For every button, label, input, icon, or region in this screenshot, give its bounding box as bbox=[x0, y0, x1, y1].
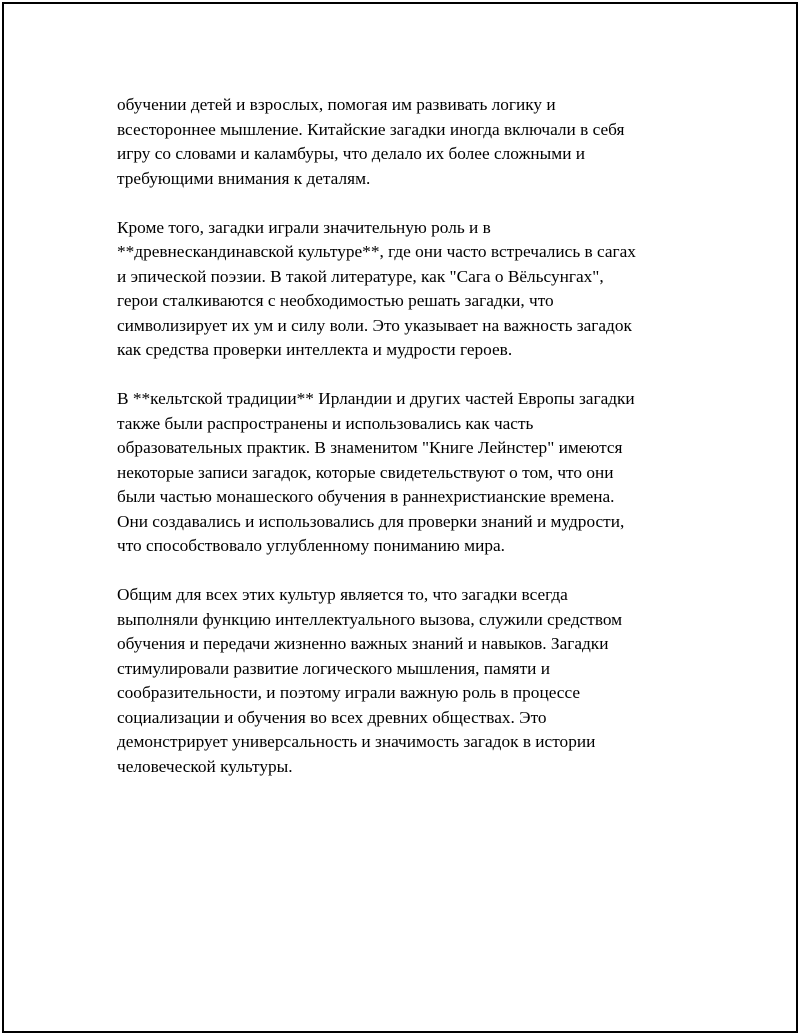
paragraph-conclusion bbox=[117, 583, 697, 779]
text-line: как средства проверки интеллекта и мудрости героев. bbox=[117, 340, 513, 359]
text-line: социализации и обучения во всех древних обществах. Это bbox=[117, 707, 547, 727]
paragraph-chinese-riddles bbox=[117, 93, 697, 191]
text-line: игру со словами и каламбуры, что делало их более сложными и bbox=[117, 144, 586, 163]
text-line: и эпической поэзии. В такой литературе, как "Сага о Вёльсунгах", bbox=[117, 266, 604, 286]
text-line: Они создавались и использовались для проверки знаний и мудрости, bbox=[117, 511, 625, 531]
text-line: символизирует их ум и силу воли. Это указывает на важность загадок bbox=[117, 315, 632, 335]
text-line: Кроме того, загадки играли значительную роль и в bbox=[117, 217, 491, 237]
paragraph-norse-culture bbox=[117, 216, 697, 363]
text-line: некоторые записи загадок, которые свидетельствуют о том, что они bbox=[117, 462, 614, 482]
text-line: всестороннее мышление. Китайские загадки иногда включали в себя bbox=[117, 119, 625, 139]
text-line: человеческой культуры. bbox=[117, 756, 293, 776]
paragraph-celtic-tradition bbox=[117, 387, 697, 559]
text-line: В **кельтской традиции** Ирландии и других частей Европы загадки bbox=[117, 389, 635, 408]
text-line: сообразительности, и поэтому играли важную роль в процессе bbox=[117, 683, 581, 702]
text-line: стимулировали развитие логического мышления, памяти и bbox=[117, 658, 550, 678]
text-line: образовательных практик. В знаменитом "Книге Лейнстер" имеются bbox=[117, 438, 623, 457]
text-line: обучения и передачи жизненно важных знаний и навыков. Загадки bbox=[117, 634, 609, 653]
text-line: требующими внимания к деталям. bbox=[117, 168, 371, 188]
document-body bbox=[117, 93, 697, 804]
text-line: обучении детей и взрослых, помогая им развивать логику и bbox=[117, 95, 556, 114]
text-line: были частью монашеского обучения в раннехристианские времена. bbox=[117, 487, 615, 506]
text-line: что способствовало углубленному пониманию мира. bbox=[117, 536, 505, 555]
text-line: Общим для всех этих культур является то, что загадки всегда bbox=[117, 585, 568, 604]
text-line: герои сталкиваются с необходимостью решать загадки, что bbox=[117, 291, 554, 310]
text-line: **древнескандинавской культуре**, где они часто встречались в сагах bbox=[117, 242, 636, 261]
text-line: также были распространены и использовались как часть bbox=[117, 413, 534, 433]
text-line: демонстрирует универсальность и значимость загадок в истории bbox=[117, 732, 596, 751]
text-line: выполняли функцию интеллектуального вызова, служили средством bbox=[117, 609, 623, 629]
